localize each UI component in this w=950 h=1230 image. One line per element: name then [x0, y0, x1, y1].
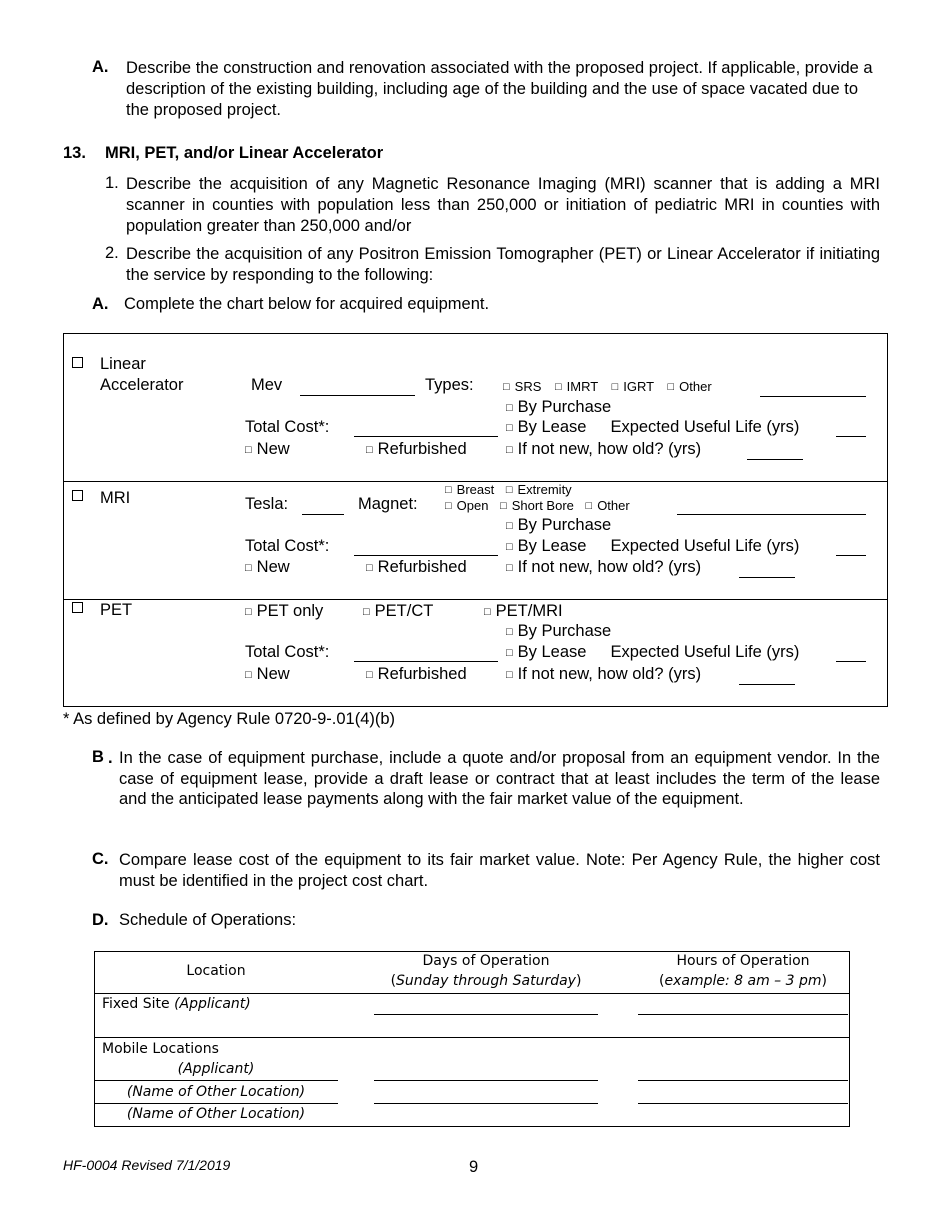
mri-by-purchase[interactable]: □ By Purchase	[506, 516, 612, 534]
open-label: Open	[456, 498, 489, 513]
item-1-number: 1.	[105, 174, 119, 192]
footer-form-id: HF-0004 Revised 7/1/2019	[63, 1157, 231, 1173]
col-location: Location	[186, 963, 246, 979]
other-1-line	[94, 1103, 338, 1104]
mri-checkbox[interactable]	[72, 490, 83, 501]
fixed-days-field[interactable]	[374, 1014, 598, 1015]
section-c-label: C.	[92, 850, 109, 868]
linac-name-2: Accelerator	[100, 376, 184, 394]
col-days: Days of Operation	[422, 953, 550, 969]
mobile-applicant-label: (Applicant)	[177, 1061, 255, 1077]
sub-a-label: A.	[92, 295, 109, 313]
breast-checkbox[interactable]: □	[445, 484, 452, 496]
mri-total-cost-field[interactable]	[354, 555, 498, 556]
other-type-label: Other	[679, 379, 712, 394]
section-b-label: B	[92, 748, 104, 766]
fixed-site-label: Fixed Site (Applicant)	[102, 996, 251, 1012]
pet-total-cost-label: Total Cost*:	[245, 643, 330, 661]
linac-new[interactable]: □ New	[245, 440, 290, 458]
pet-how-old: □ If not new, how old? (yrs)	[506, 665, 702, 683]
chart-divider-2	[63, 599, 888, 600]
other-type-checkbox[interactable]: □	[667, 381, 675, 393]
pet-name: PET	[100, 601, 133, 619]
mev-field[interactable]	[300, 395, 415, 396]
pet-checkbox[interactable]	[72, 602, 83, 613]
section-d-label: D.	[92, 911, 109, 929]
linac-total-cost-field[interactable]	[354, 436, 498, 437]
other-magnet-label: Other	[597, 498, 630, 513]
fixed-hours-field[interactable]	[638, 1014, 848, 1015]
section-a-text: Describe the construction and renovation associated with the proposed project. If applicable, provide a description of the existing building, including age of the building and the use of space vacated due to the proposed project.	[126, 59, 873, 119]
sub-a-text: Complete the chart below for acquired equipment.	[124, 295, 490, 313]
linac-by-lease[interactable]: □ By Lease Expected Useful Life (yrs)	[506, 418, 800, 436]
mri-name: MRI	[100, 489, 131, 507]
page-number: 9	[469, 1158, 479, 1176]
pet-by-lease[interactable]: □ By Lease Expected Useful Life (yrs)	[506, 643, 800, 661]
other-location-1: (Name of Other Location)	[126, 1084, 306, 1100]
types-label: Types:	[425, 376, 474, 394]
breast-label: Breast	[456, 482, 495, 497]
mri-how-old-field[interactable]	[739, 577, 795, 578]
linac-useful-life-field[interactable]	[836, 436, 866, 437]
section-d-text: Schedule of Operations:	[119, 911, 297, 929]
other-type-field[interactable]	[760, 396, 866, 397]
linac-by-purchase[interactable]: □ By Purchase	[506, 398, 612, 416]
schedule-mid-divider	[94, 1037, 850, 1038]
igrt-label: IGRT	[623, 379, 654, 394]
magnet-row-2	[445, 498, 630, 513]
imrt-checkbox[interactable]: □	[555, 381, 562, 393]
mobile-days-field[interactable]	[374, 1080, 598, 1081]
mri-refurbished[interactable]: □ Refurbished	[366, 558, 467, 576]
pet-refurbished[interactable]: □ Refurbished	[366, 665, 467, 683]
magnet-row-1	[445, 482, 572, 497]
section-a-label: A.	[92, 58, 109, 76]
linac-name-1: Linear	[100, 355, 146, 373]
other-location-2: (Name of Other Location)	[126, 1106, 306, 1122]
col-hours: Hours of Operation	[676, 953, 810, 969]
linac-how-old: □ If not new, how old? (yrs)	[506, 440, 702, 458]
pet-total-cost-field[interactable]	[354, 661, 498, 662]
item-2-text: Describe the acquisition of any Positron Emission Tomographer (PET) or Linear Accelerator if initiating the service by responding to the following:	[126, 245, 880, 284]
item-2-number: 2.	[105, 244, 119, 262]
short-bore-label: Short Bore	[511, 498, 574, 513]
tesla-field[interactable]	[302, 514, 344, 515]
mri-by-lease[interactable]: □ By Lease Expected Useful Life (yrs)	[506, 537, 800, 555]
extremity-checkbox[interactable]: □	[505, 484, 513, 496]
section-13-number: 13.	[63, 144, 86, 162]
mobile-hours-field[interactable]	[638, 1080, 848, 1081]
short-bore-checkbox[interactable]: □	[500, 500, 507, 512]
col-hours-sub: (example: 8 am – 3 pm)	[659, 973, 827, 989]
other-1-days-field[interactable]	[374, 1103, 598, 1104]
magnet-label: Magnet:	[358, 495, 418, 513]
mri-useful-life-field[interactable]	[836, 555, 866, 556]
mri-how-old: □ If not new, how old? (yrs)	[506, 558, 702, 576]
mri-total-cost-label: Total Cost*:	[245, 537, 330, 555]
mobile-label: Mobile Locations	[102, 1041, 219, 1057]
mri-new[interactable]: □ New	[245, 558, 290, 576]
other-magnet-checkbox[interactable]: □	[585, 500, 593, 512]
other-1-hours-field[interactable]	[638, 1103, 848, 1104]
item-1-text: Describe the acquisition of any Magnetic Resonance Imaging (MRI) scanner that is adding a MRI scanner in counties with population less than 250,000 or initiation of pediatric MRI in counties with population greater than 250,000 and/or	[126, 175, 880, 235]
srs-checkbox[interactable]: □	[503, 381, 510, 393]
igrt-checkbox[interactable]: □	[611, 381, 619, 393]
tesla-label: Tesla:	[245, 495, 289, 513]
chart-footnote: * As defined by Agency Rule 0720-9-.01(4)(b)	[63, 710, 396, 728]
linac-total-cost-label: Total Cost*:	[245, 418, 330, 436]
pet-useful-life-field[interactable]	[836, 661, 866, 662]
pet-new[interactable]: □ New	[245, 665, 290, 683]
mobile-applicant-line	[94, 1080, 338, 1081]
pet-by-purchase[interactable]: □ By Purchase	[506, 622, 612, 640]
pet-only[interactable]: □ PET only	[245, 602, 324, 620]
section-c-text: Compare lease cost of the equipment to its fair market value. Note: Per Agency Rule, the higher cost must be identified in the project cost chart.	[119, 851, 880, 890]
col-days-sub: (Sunday through Saturday)	[390, 973, 582, 989]
section-b-text: In the case of equipment purchase, include a quote and/or proposal from an equipment vendor. In the case of equipment lease, provide a draft lease or contract that at least includes the term of the lease and the anticipated lease payments along with the fair market value of the equipment.	[119, 749, 880, 808]
section-13-title: MRI, PET, and/or Linear Accelerator	[105, 144, 384, 162]
schedule-header-divider	[94, 993, 850, 994]
imrt-label: IMRT	[566, 379, 598, 394]
linac-how-old-field[interactable]	[747, 459, 803, 460]
linac-refurbished[interactable]: □ Refurbished	[366, 440, 467, 458]
type-options	[503, 379, 712, 394]
mev-label: Mev	[251, 376, 283, 394]
srs-label: SRS	[514, 379, 542, 394]
other-magnet-field[interactable]	[677, 514, 866, 515]
pet-how-old-field[interactable]	[739, 684, 795, 685]
open-checkbox[interactable]: □	[445, 500, 452, 512]
extremity-label: Extremity	[517, 482, 572, 497]
pet-mri[interactable]: □ PET/MRI	[484, 602, 563, 620]
pet-ct[interactable]: □ PET/CT	[363, 602, 434, 620]
linac-checkbox[interactable]	[72, 357, 83, 368]
